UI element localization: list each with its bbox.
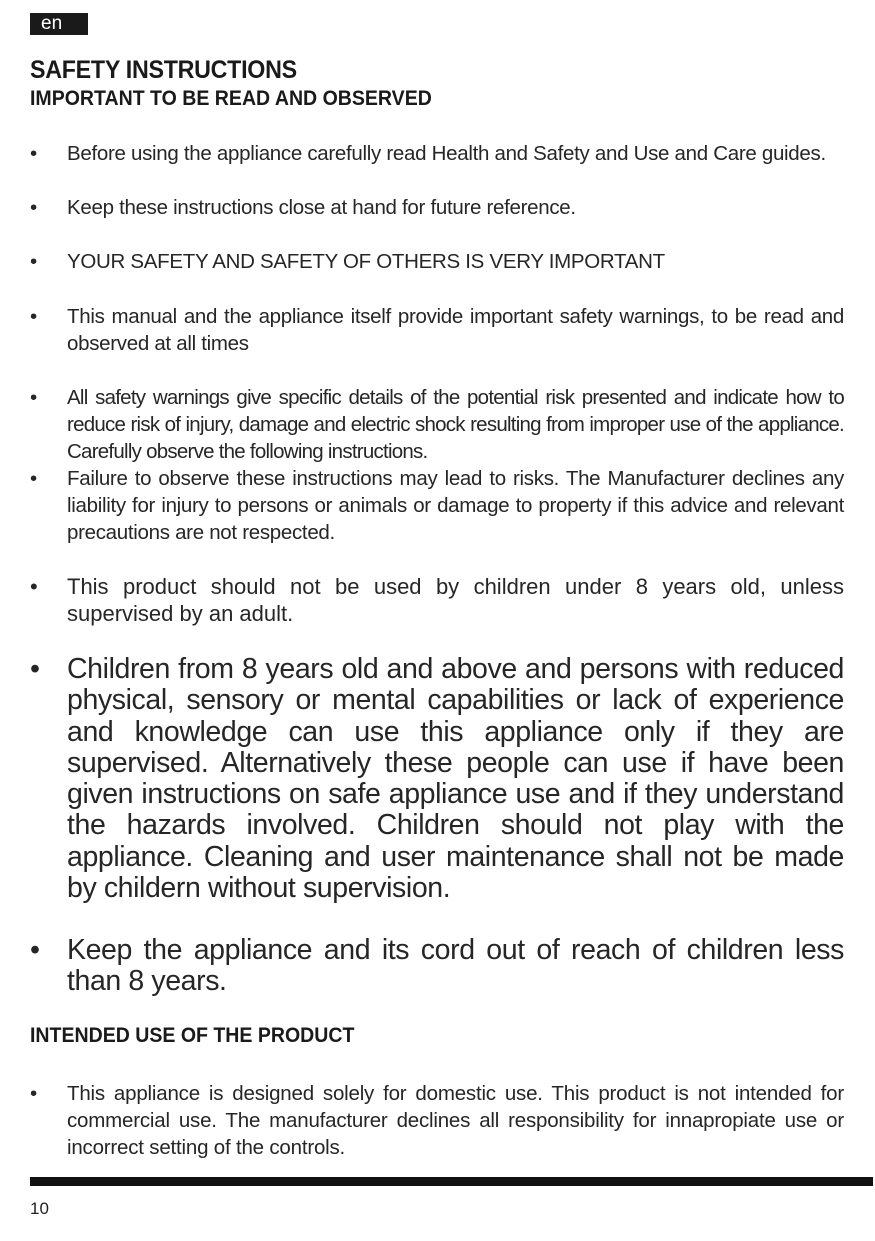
safety-item-text: This product should not be used by children under 8 years old, unless supervised by an adult. — [67, 574, 844, 626]
safety-item-specific-details — [30, 384, 844, 465]
footer-divider — [30, 1177, 873, 1186]
page-number: 10 — [30, 1199, 49, 1218]
safety-item-supervision — [30, 654, 844, 904]
page-title: SAFETY INSTRUCTIONS — [30, 56, 297, 84]
bullet-icon: • — [30, 574, 38, 599]
safety-item-cord-reach — [30, 935, 844, 998]
bullet-icon: • — [30, 196, 37, 219]
bullet-icon: • — [30, 142, 37, 165]
page-subtitle: IMPORTANT TO BE READ AND OBSERVED — [30, 87, 432, 110]
safety-item-text: Children from 8 years old and above and persons with reduced physical, sensory or mental capabilities or lack of experience and knowledge can use this appliance only if they are supervised. Alternatively these people can use if have been given instructions on safe appliance use and if they understand the hazards involved. Children should not play with the appliance. Cleaning and user maintenance shall not be made by childern without supervision. — [67, 653, 844, 905]
bullet-icon: • — [30, 250, 37, 273]
intended-use-text: This appliance is designed solely for domestic use. This product is not intended for commercial use. The manufacturer declines all responsibility for innapropiate use or incorrect setting of the controls. — [67, 1082, 844, 1159]
safety-item-text: This manual and the appliance itself provide important safety warnings, to be read and observed at all times — [67, 305, 844, 355]
language-tag: en — [30, 13, 88, 35]
intended-use-item — [30, 1080, 844, 1161]
safety-item-text: YOUR SAFETY AND SAFETY OF OTHERS IS VERY IMPORTANT — [67, 250, 665, 273]
intended-use-heading: INTENDED USE OF THE PRODUCT — [30, 1024, 355, 1047]
safety-item-children-under-8 — [30, 573, 844, 627]
bullet-icon: • — [30, 386, 37, 409]
bullet-icon: • — [30, 934, 40, 966]
bullet-icon: • — [30, 653, 40, 685]
safety-item-keep-instructions — [30, 194, 844, 221]
bullet-icon: • — [30, 467, 37, 490]
safety-item-your-safety — [30, 248, 844, 275]
safety-item-text: All safety warnings give specific details of the potential risk presented and indicate how to reduce risk of injury, damage and electric shock resulting from improper use of the appliance. Carefully observe the following instructions. — [67, 386, 844, 463]
safety-item-text: Failure to observe these instructions may lead to risks. The Manufacturer declines any liability for injury to persons or animals or damage to property if this advice and relevant precautions are not respected. — [67, 467, 844, 544]
safety-item-read-guides — [30, 140, 844, 167]
bullet-icon: • — [30, 1082, 37, 1105]
safety-item-text: Before using the appliance carefully read Health and Safety and Use and Care guides. — [67, 142, 826, 165]
safety-item-manufacturer-liability — [30, 465, 844, 546]
safety-item-text: Keep these instructions close at hand for future reference. — [67, 196, 576, 219]
bullet-icon: • — [30, 305, 37, 328]
safety-item-text: Keep the appliance and its cord out of reach of children less than 8 years. — [67, 934, 844, 998]
safety-item-manual-warnings — [30, 303, 844, 357]
